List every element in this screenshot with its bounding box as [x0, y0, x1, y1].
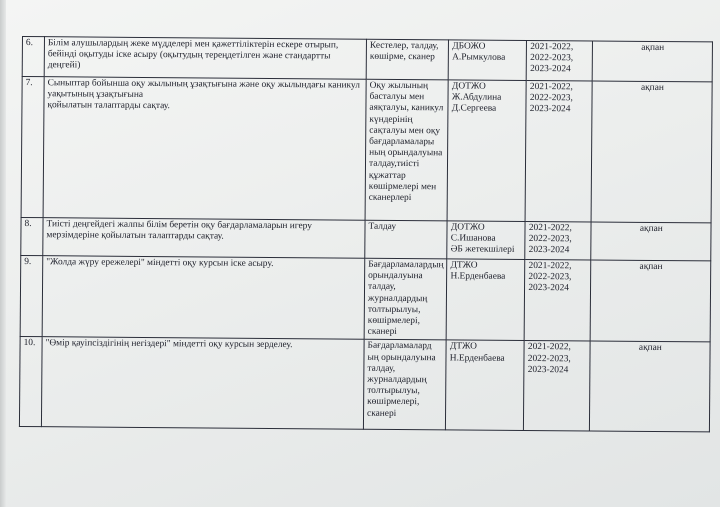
plan-table: [19, 36, 713, 433]
form-cell: Бағдарламалардың орындалуына талдау, журналдардың толтырылуы, көшірмелері, сканері: [364, 258, 447, 340]
years-cell: 2021-2022, 2022-2023, 2023-2024: [524, 341, 591, 432]
responsible-cell: ДОТЖО Ж.Абдулина Д.Сергеева: [447, 80, 526, 222]
deadline-cell: ақпан: [590, 341, 711, 432]
row-number: 8.: [21, 217, 43, 255]
form-cell: Бағдарламалард ың орындалуына талдау, журналдардың толтырылуы, көшірмелері, сканері: [363, 340, 446, 431]
form-cell: Оқу жылының басталуы мен аяқталуы, каникул күндерінің сақталуы мен оқу бағдарламалары ның орындалуына талдау,тиісті құжаттар көшірмелері мен сканерлері: [365, 79, 448, 221]
deadline-cell: ақпан: [592, 41, 712, 82]
deadline-cell: ақпан: [591, 81, 712, 223]
row-number: 10.: [19, 337, 42, 427]
years-cell: 2021-2022, 2022-2023, 2023-2024: [526, 40, 592, 81]
years-cell: 2021-2022, 2022-2023, 2023-2024: [524, 259, 591, 341]
responsible-cell: ДБОЖО А.Рымкулова: [448, 40, 526, 81]
form-cell: Талдау: [365, 220, 448, 259]
responsible-cell: ДОТЖО С.Ишанова ӘБ жетекшілері: [447, 221, 525, 260]
task-cell: Тиісті деңгейдегі жалпы білім беретін оқу бағдарламаларын игеру мерзімдеріне қойылатын талаптарды сақтау.: [43, 218, 365, 259]
years-cell: 2021-2022, 2022-2023, 2023-2024: [525, 221, 591, 260]
table-row: [21, 217, 712, 260]
table-row: [22, 37, 713, 82]
task-cell: Сыныптар бойынша оқу жылының ұзақтығына және оқу жылындағы каникул уақытының ұзақтығына қойылатын талаптарды сақтау.: [43, 77, 366, 221]
form-cell: Кестелер, талдау, көшірме, сканер: [366, 39, 449, 80]
page-edge: [0, 0, 6, 507]
row-number: 9.: [20, 255, 43, 337]
responsible-cell: ДТЖО Н.Ерденбаева: [446, 340, 525, 431]
deadline-cell: ақпан: [590, 260, 711, 342]
row-number: 7.: [21, 77, 44, 218]
table-row: [21, 77, 712, 223]
deadline-cell: ақпан: [591, 222, 711, 261]
responsible-cell: ДТЖО Н.Ерденбаева: [446, 259, 525, 341]
table-row: [19, 337, 710, 432]
table-row: [20, 255, 711, 342]
row-number: 6.: [22, 37, 44, 77]
task-cell: "Жолда жүру ережелері" міндетті оқу курсын іске асыру.: [42, 256, 365, 340]
years-cell: 2021-2022, 2022-2023, 2023-2024: [525, 80, 592, 222]
task-cell: "Өмір қауіпсіздігінің негіздері" міндетті оқу курсын зерделеу.: [41, 337, 364, 430]
task-cell: Білім алушылардың жеке мүдделері мен қажеттіліктерін ескере отырып, бейінді оқытуды іске асыру (оқытудың тереңдетілген және стандартты деңгейі): [44, 37, 366, 80]
